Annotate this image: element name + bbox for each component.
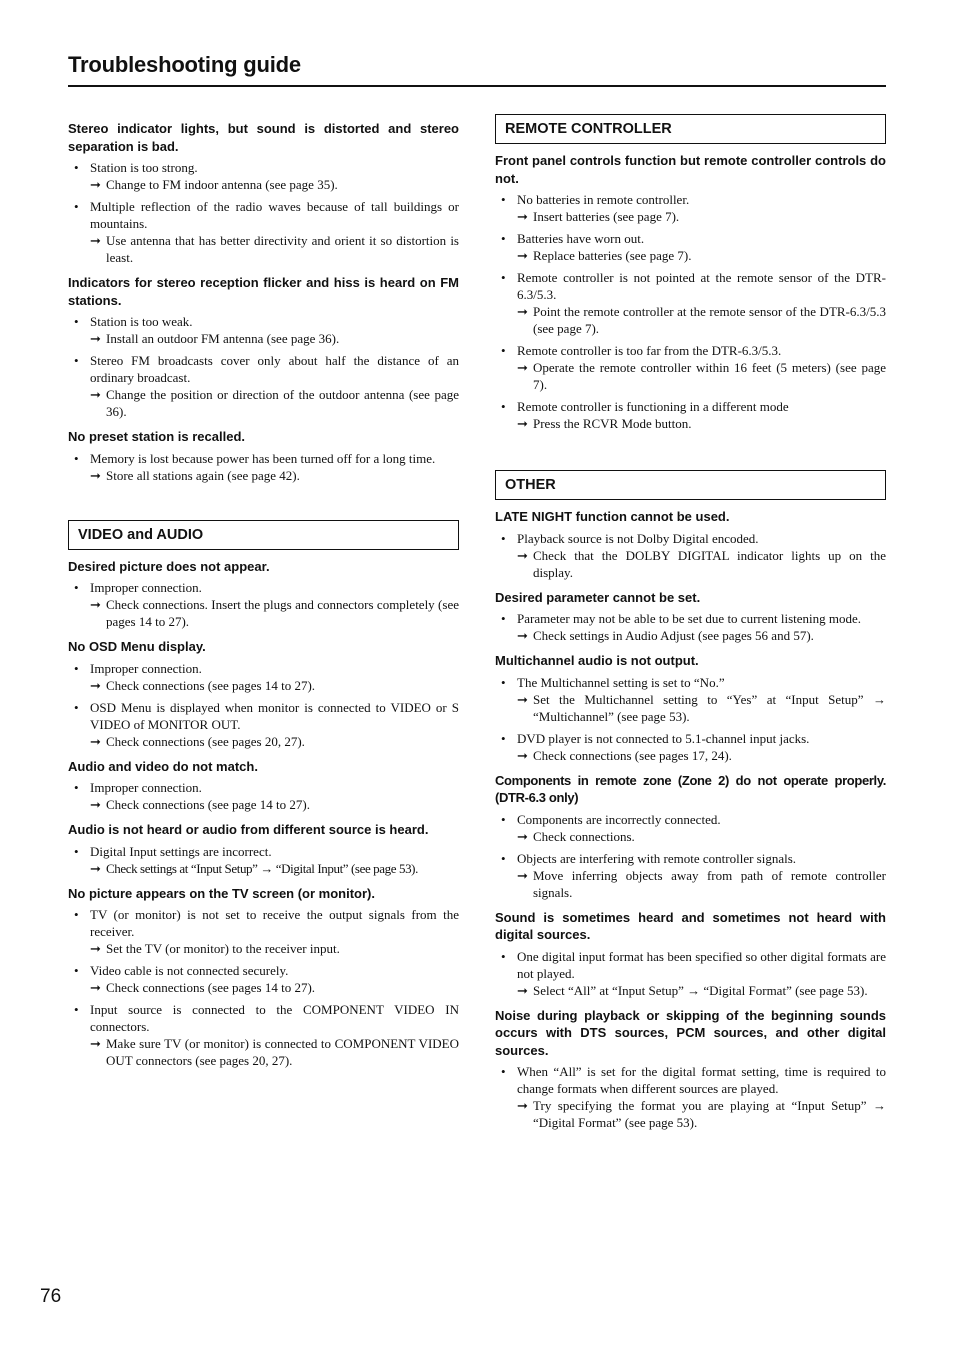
- list-item: [495, 811, 886, 845]
- remedy-text: Check that the DOLBY DIGITAL indicator lights up on the display.: [533, 547, 886, 580]
- list-item: [495, 730, 886, 764]
- fm-tuner-section: [68, 120, 459, 484]
- page-number: 76: [40, 1286, 62, 1307]
- remedy-text: Check connections (see pages 20, 27).: [106, 733, 305, 749]
- bullet-icon: •: [501, 399, 506, 414]
- problem-heading: Multichannel audio is not output.: [495, 653, 699, 668]
- cause-text: When “All” is set for the digital format setting, time is required to change formats when different sources are played.: [517, 1064, 886, 1096]
- problem-heading: Audio is not heard or audio from different source is heard.: [68, 822, 429, 837]
- list-item: [495, 610, 886, 644]
- list-item: [495, 530, 886, 581]
- arrow-right-icon: ➞: [517, 304, 528, 319]
- cause-text: One digital input format has been specified so other digital formats are not played.: [517, 948, 886, 981]
- cause-text: Parameter may not be able to be set due to current listening mode.: [517, 611, 862, 626]
- remedy: [90, 733, 459, 750]
- bullet-icon: •: [74, 843, 79, 859]
- bullet-icon: •: [501, 850, 506, 866]
- remedy-text: Try specifying the format you are playing at “Input Setup” → “Digital Format” (see page 53).: [533, 1098, 886, 1130]
- list-item: [495, 398, 886, 432]
- cause-text: Digital Input settings are incorrect.: [90, 843, 272, 859]
- remedy: [517, 208, 886, 225]
- remedy: [517, 747, 886, 764]
- problem-heading: LATE NIGHT function cannot be used.: [495, 509, 730, 524]
- problem-heading: Indicators for stereo reception flicker and hiss is heard on FM stations.: [68, 275, 459, 308]
- cause-text: Input source is connected to the COMPONENT VIDEO IN connectors.: [90, 1002, 459, 1034]
- arrow-right-icon: ➞: [517, 209, 528, 224]
- bullet-icon: •: [501, 730, 506, 746]
- arrow-right-icon: ➞: [90, 467, 101, 483]
- remedy: [90, 1035, 459, 1069]
- remedy-text: Move inferring objects away from path of remote controller signals.: [533, 867, 886, 900]
- cause-text: Components are incorrectly connected.: [517, 811, 721, 827]
- arrow-right-icon: ➞: [517, 360, 528, 375]
- remedy: [90, 330, 459, 347]
- solution-list: [68, 906, 459, 1069]
- arrow-right-icon: ➞: [517, 867, 528, 883]
- cause-text: No batteries in remote controller.: [517, 192, 690, 207]
- problem-heading: No picture appears on the TV screen (or monitor).: [68, 885, 375, 901]
- arrow-right-icon: ➞: [90, 860, 101, 876]
- solution-list: [68, 843, 459, 877]
- remedy: [90, 467, 459, 484]
- remedy: [517, 303, 886, 337]
- problem-heading: Sound is sometimes heard and sometimes not heard with digital sources.: [495, 909, 886, 942]
- bullet-icon: •: [74, 963, 79, 978]
- list-item: [495, 269, 886, 337]
- bullet-icon: •: [501, 611, 506, 626]
- bullet-icon: •: [74, 199, 79, 214]
- remedy-text: Store all stations again (see page 42).: [106, 467, 300, 483]
- arrow-right-icon: ➞: [517, 691, 528, 707]
- list-item: [68, 843, 459, 877]
- cause-text: Improper connection.: [90, 660, 202, 676]
- bullet-icon: •: [501, 270, 506, 285]
- cause-text: Memory is lost because power has been turned off for a long time.: [90, 450, 436, 466]
- other-section: [495, 508, 886, 1131]
- problem-heading: Stereo indicator lights, but sound is distorted and stereo separation is bad.: [68, 121, 459, 154]
- remedy-text: Select “All” at “Input Setup” → “Digital Format” (see page 53).: [533, 982, 868, 998]
- remedy-text: Check connections.: [533, 828, 635, 844]
- bullet-icon: •: [501, 231, 506, 246]
- arrow-right-icon: ➞: [90, 941, 101, 956]
- list-item: [68, 450, 459, 484]
- bullet-icon: •: [74, 353, 79, 368]
- solution-list: [495, 191, 886, 432]
- list-item: [68, 579, 459, 630]
- solution-list: [495, 948, 886, 999]
- remedy: [90, 979, 459, 996]
- right-column: [495, 114, 886, 1139]
- remedy-text: Set the TV (or monitor) to the receiver input.: [106, 941, 340, 956]
- list-item: [495, 342, 886, 393]
- remedy-text: Install an outdoor FM antenna (see page 36).: [106, 331, 340, 346]
- cause-text: Batteries have worn out.: [517, 231, 645, 246]
- solution-list: [495, 811, 886, 901]
- remedy: [517, 982, 886, 999]
- bullet-icon: •: [74, 780, 79, 795]
- bullet-icon: •: [74, 160, 79, 175]
- remote-controller-section: [495, 152, 886, 432]
- bullet-icon: •: [501, 1064, 506, 1079]
- cause-text: OSD Menu is displayed when monitor is connected to VIDEO or S VIDEO of MONITOR OUT.: [90, 699, 459, 732]
- arrow-right-icon: ➞: [90, 597, 101, 612]
- remedy-text: Point the remote controller at the remote sensor of the DTR-6.3/5.3 (see page 7).: [533, 304, 886, 336]
- solution-list: [495, 610, 886, 644]
- list-item: [68, 313, 459, 347]
- arrow-right-icon: ➞: [517, 547, 528, 563]
- remedy: [517, 359, 886, 393]
- remedy: [517, 627, 886, 644]
- arrow-right-icon: ➞: [90, 797, 101, 812]
- cause-text: Remote controller is functioning in a different mode: [517, 399, 789, 414]
- remedy: [517, 828, 886, 845]
- remedy-text: Insert batteries (see page 7).: [533, 209, 680, 224]
- problem-heading: Front panel controls function but remote controller controls do not.: [495, 153, 886, 186]
- remedy: [90, 176, 459, 193]
- remedy-text: Operate the remote controller within 16 feet (5 meters) (see page 7).: [533, 360, 886, 392]
- bullet-icon: •: [501, 530, 506, 546]
- remedy-text: Press the RCVR Mode button.: [533, 416, 692, 431]
- remedy: [517, 547, 886, 581]
- cause-text: Objects are interfering with remote controller signals.: [517, 850, 797, 866]
- other-heading: OTHER: [495, 470, 886, 500]
- arrow-right-icon: ➞: [90, 331, 101, 346]
- remedy-text: Check connections (see pages 14 to 27).: [106, 980, 316, 995]
- solution-list: [495, 530, 886, 581]
- list-item: [68, 198, 459, 266]
- video-audio-section: [68, 558, 459, 1070]
- problem-heading: No OSD Menu display.: [68, 639, 206, 654]
- remedy: [90, 596, 459, 630]
- list-item: [68, 779, 459, 813]
- solution-list: [68, 159, 459, 266]
- remedy-text: Use antenna that has better directivity and orient it so distortion is least.: [106, 233, 459, 265]
- remedy: [517, 247, 886, 264]
- bullet-icon: •: [501, 948, 506, 964]
- bullet-icon: •: [501, 192, 506, 207]
- cause-text: Station is too weak.: [90, 314, 193, 329]
- problem-heading: Audio and video do not match.: [68, 758, 258, 774]
- cause-text: Improper connection.: [90, 780, 202, 795]
- arrow-right-icon: ➞: [517, 982, 528, 998]
- cause-text: Station is too strong.: [90, 160, 198, 175]
- list-item: [68, 1001, 459, 1069]
- list-item: [495, 191, 886, 225]
- list-item: [68, 159, 459, 193]
- page-title: Troubleshooting guide: [68, 52, 301, 77]
- list-item: [68, 699, 459, 750]
- cause-text: DVD player is not connected to 5.1-channel input jacks.: [517, 730, 810, 746]
- list-item: [68, 660, 459, 694]
- remedy-text: Replace batteries (see page 7).: [533, 248, 692, 263]
- remedy: [90, 860, 459, 877]
- list-item: [495, 1063, 886, 1131]
- arrow-right-icon: ➞: [90, 233, 101, 248]
- remedy: [517, 1097, 886, 1131]
- arrow-right-icon: ➞: [90, 733, 101, 749]
- list-item: [68, 906, 459, 957]
- remedy: [90, 232, 459, 266]
- remedy-text: Check connections (see pages 17, 24).: [533, 747, 732, 763]
- remedy-text: Check connections. Insert the plugs and connectors completely (see pages 14 to 27).: [106, 597, 459, 629]
- remote-controller-heading: REMOTE CONTROLLER: [495, 114, 886, 144]
- solution-list: [495, 1063, 886, 1131]
- cause-text: Multiple reflection of the radio waves because of tall buildings or mountains.: [90, 199, 459, 231]
- bullet-icon: •: [74, 907, 79, 922]
- remedy-text: Change to FM indoor antenna (see page 35).: [106, 177, 338, 192]
- cause-text: Improper connection.: [90, 580, 202, 595]
- list-item: [495, 230, 886, 264]
- arrow-right-icon: ➞: [517, 828, 528, 844]
- list-item: [68, 962, 459, 996]
- remedy-text: Check settings in Audio Adjust (see pages 56 and 57).: [533, 628, 814, 643]
- solution-list: [68, 660, 459, 750]
- arrow-right-icon: ➞: [517, 747, 528, 763]
- arrow-right-icon: ➞: [517, 1098, 528, 1113]
- remedy: [517, 867, 886, 901]
- remedy: [517, 691, 886, 725]
- cause-text: Stereo FM broadcasts cover only about half the distance of an ordinary broadcast.: [90, 353, 459, 385]
- bullet-icon: •: [74, 450, 79, 466]
- solution-list: [68, 779, 459, 813]
- bullet-icon: •: [501, 811, 506, 827]
- arrow-right-icon: ➞: [90, 677, 101, 693]
- arrow-right-icon: ➞: [517, 628, 528, 643]
- problem-heading: Desired parameter cannot be set.: [495, 589, 701, 605]
- bullet-icon: •: [501, 343, 506, 358]
- list-item: [495, 850, 886, 901]
- remedy: [90, 677, 459, 694]
- arrow-right-icon: ➞: [517, 416, 528, 431]
- cause-text: Video cable is not connected securely.: [90, 963, 289, 978]
- bullet-icon: •: [74, 699, 79, 715]
- solution-list: [495, 674, 886, 764]
- video-audio-heading: VIDEO and AUDIO: [68, 520, 459, 550]
- cause-text: Playback source is not Dolby Digital encoded.: [517, 530, 759, 546]
- problem-heading: Components in remote zone (Zone 2) do not operate properly. (DTR-6.3 only): [495, 772, 886, 805]
- problem-heading: Noise during playback or skipping of the beginning sounds occurs with DTS sources, PCM sources, and other digital sources.: [495, 1007, 886, 1058]
- solution-list: [68, 579, 459, 630]
- solution-list: [68, 313, 459, 420]
- bullet-icon: •: [74, 1002, 79, 1017]
- title-rule: [68, 85, 886, 87]
- problem-heading: Desired picture does not appear.: [68, 558, 270, 574]
- arrow-right-icon: ➞: [90, 1036, 101, 1051]
- arrow-right-icon: ➞: [90, 980, 101, 995]
- remedy-text: Check connections (see page 14 to 27).: [106, 797, 310, 812]
- list-item: [495, 674, 886, 725]
- remedy-text: Check connections (see pages 14 to 27).: [106, 677, 316, 693]
- bullet-icon: •: [74, 660, 79, 676]
- cause-text: Remote controller is not pointed at the remote sensor of the DTR-6.3/5.3.: [517, 270, 886, 302]
- remedy-text: Make sure TV (or monitor) is connected to COMPONENT VIDEO OUT connectors (see pages 20, 27).: [106, 1036, 459, 1068]
- cause-text: TV (or monitor) is not set to receive the output signals from the receiver.: [90, 907, 459, 939]
- cause-text: The Multichannel setting is set to “No.”: [517, 674, 725, 690]
- remedy: [90, 940, 459, 957]
- remedy-text: Check settings at “Input Setup” → “Digital Input” (see page 53).: [106, 860, 418, 876]
- bullet-icon: •: [74, 314, 79, 329]
- arrow-right-icon: ➞: [90, 387, 101, 402]
- list-item: [68, 352, 459, 420]
- list-item: [495, 948, 886, 999]
- arrow-right-icon: ➞: [517, 248, 528, 263]
- problem-heading: No preset station is recalled.: [68, 429, 246, 444]
- arrow-right-icon: ➞: [90, 177, 101, 192]
- bullet-icon: •: [74, 580, 79, 595]
- left-column: [68, 120, 459, 1077]
- remedy: [90, 796, 459, 813]
- remedy-text: Set the Multichannel setting to “Yes” at “Input Setup” → “Multichannel” (see page 53).: [533, 691, 886, 724]
- bullet-icon: •: [501, 674, 506, 690]
- remedy: [517, 415, 886, 432]
- remedy: [90, 386, 459, 420]
- remedy-text: Change the position or direction of the outdoor antenna (see page 36).: [106, 387, 459, 419]
- solution-list: [68, 450, 459, 484]
- cause-text: Remote controller is too far from the DTR-6.3/5.3.: [517, 343, 782, 358]
